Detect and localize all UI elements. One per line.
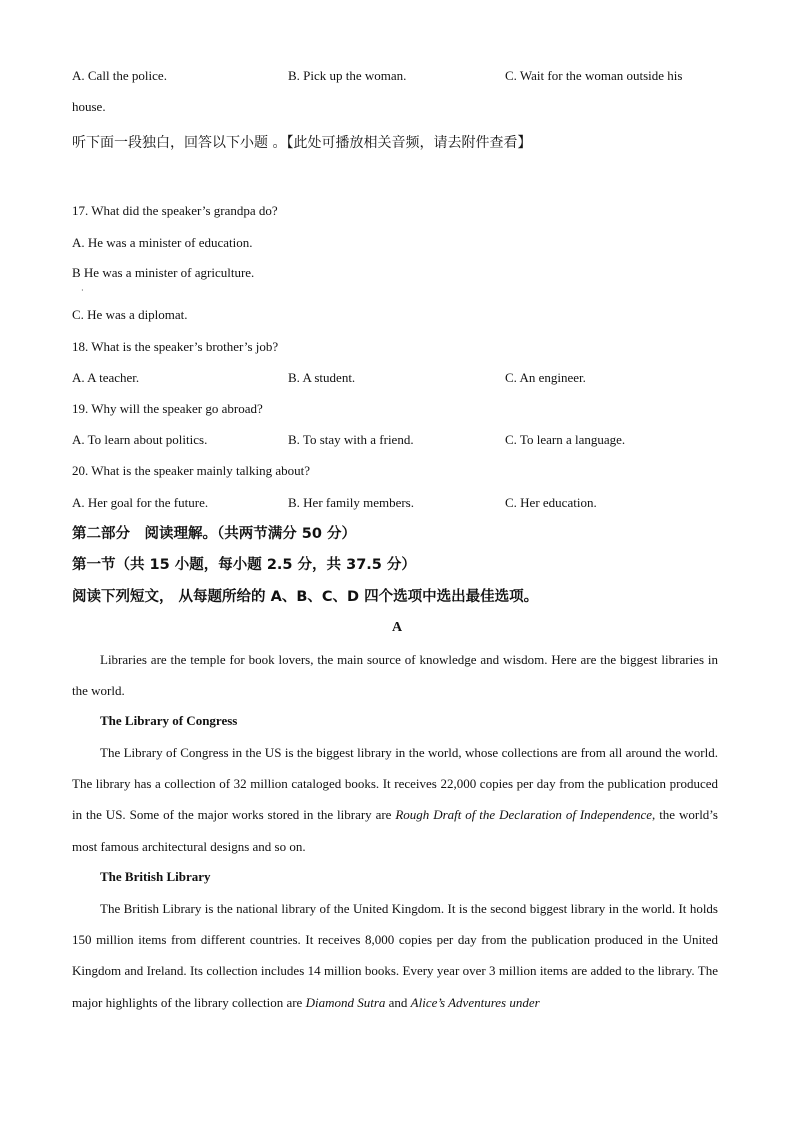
passage-letter: A xyxy=(391,620,403,635)
q16-option-c-continued: house. xyxy=(72,99,106,114)
question-17-option-c: C. He was a diplomat. xyxy=(72,307,188,322)
question-18-option-a: A. A teacher. xyxy=(72,370,140,385)
monologue-instruction: 听下面一段独白，回答以下小题 。【此处可播放相关音频，请去附件查看】 xyxy=(72,135,532,151)
q16-option-c: C. Wait for the woman outside his xyxy=(505,68,683,83)
question-19-option-c: C. To learn a language. xyxy=(505,432,626,447)
loc-italic-title: Rough Draft of the Declaration of Independence xyxy=(395,807,653,823)
bl-italic-title-2: Alice’s Adventures under xyxy=(410,994,540,1010)
section1-title: 第一节（共 15 小题，每小题 2.5 分，共 37.5 分） xyxy=(72,557,416,573)
bl-and: and xyxy=(385,994,411,1010)
question-20-option-b: B. Her family members. xyxy=(288,495,414,510)
question-18-option-c: C. An engineer. xyxy=(505,370,586,385)
question-18-option-b: B. A student. xyxy=(288,370,356,385)
passage-intro: Libraries are the temple for book lovers, the main source of knowledge and wisdom. Here are the biggest libraries in the world. xyxy=(72,652,718,699)
reading-instruction: 阅读下列短文， 从每题所给的 A、B、C、D 四个选项中选出最佳选项。 xyxy=(72,589,539,605)
part2-title: 第二部分 阅读理解。（共两节满分 50 分） xyxy=(72,526,357,542)
loc-text: The Library of Congress in the US is the biggest library in the world, whose collections are from all around the world. The library has a collection of 32 million cataloged books. It receives 22,000 copies per day from the publication produced in the US. Some of the major works stored in the library are xyxy=(72,745,718,823)
question-19-option-a: A. To learn about politics. xyxy=(72,432,208,447)
q16-option-b: B. Pick up the woman. xyxy=(288,68,407,83)
question-18-stem: 18. What is the speaker’s brother’s job? xyxy=(72,339,279,354)
british-library-heading: The British Library xyxy=(100,869,211,884)
library-of-congress-heading: The Library of Congress xyxy=(100,713,238,728)
bl-text: The British Library is the national library of the United Kingdom. It is the second biggest library in the world. It holds 150 million items from different countries. It receives 8,000 copies per day from the publication produced in the United Kingdom and Ireland. Its collection includes 14 million books. Every year over 3 million items are added to the library. The major highlights of the library collection are xyxy=(72,901,718,1010)
question-17-option-a: A. He was a minister of education. xyxy=(72,235,253,250)
loc-text-end: , the world’s most famous architectural designs and so on. xyxy=(72,807,718,854)
question-20-option-c: C. Her education. xyxy=(505,495,597,510)
question-20-stem: 20. What is the speaker mainly talking about? xyxy=(72,463,311,478)
bl-italic-title-1: Diamond Sutra xyxy=(305,994,386,1010)
library-of-congress-paragraph xyxy=(72,737,718,862)
stray-dot-mark: · xyxy=(81,286,84,295)
q16-option-a: A. Call the police. xyxy=(72,68,167,83)
british-library-paragraph xyxy=(72,893,718,1018)
question-20-option-a: A. Her goal for the future. xyxy=(72,495,209,510)
question-19-option-b: B. To stay with a friend. xyxy=(288,432,414,447)
question-17-option-b: B He was a minister of agriculture. xyxy=(72,265,255,280)
question-17-stem: 17. What did the speaker’s grandpa do? xyxy=(72,203,278,218)
question-19-stem: 19. Why will the speaker go abroad? xyxy=(72,401,263,416)
